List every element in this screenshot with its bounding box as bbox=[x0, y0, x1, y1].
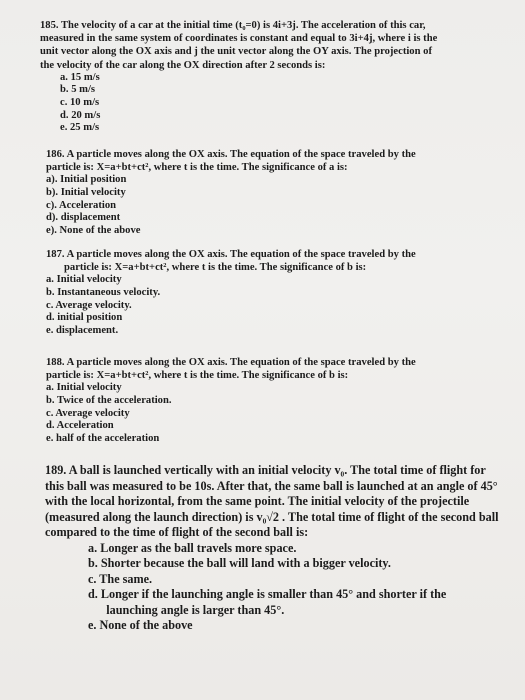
question-188-stem-line-2: particle is: X=a+bt+ct², where t is the time. The significance of b is: bbox=[46, 370, 349, 382]
question-185-option-b: b. 5 m/s bbox=[60, 84, 96, 96]
question-187-stem-line-1: 187. A particle moves along the OX axis. The equation of the space traveled by the bbox=[46, 249, 416, 260]
question-188-stem-line-1: 188. A particle moves along the OX axis. The equation of the space traveled by the bbox=[46, 357, 416, 368]
question-187-stem-line-2: particle is: X=a+bt+ct², where t is the time. The significance of b is: bbox=[64, 262, 367, 274]
question-189-option-d-continued: launching angle is larger than 45°. bbox=[88, 602, 285, 617]
question-189-stem-line-5: compared to the time of flight of the second ball is: bbox=[45, 525, 309, 540]
question-188-option-e: e. half of the acceleration bbox=[46, 432, 160, 444]
question-187-option-d: d. initial position bbox=[46, 312, 123, 324]
question-185-stem-line-4: the velocity of the car along the OX direction after 2 seconds is: bbox=[40, 59, 326, 71]
question-185 bbox=[0, 19, 525, 135]
question-185-stem-line-1: 185. The velocity of a car at the initial time (t₀=0) is 4i+3j. The acceleration of this car, bbox=[40, 20, 426, 31]
question-189-stem-line-1: 189. A ball is launched vertically with an initial velocity v₀. The total time of flight for bbox=[45, 463, 486, 477]
question-187-option-a: a. Initial velocity bbox=[46, 274, 122, 286]
question-187-option-b: b. Instantaneous velocity. bbox=[46, 287, 161, 298]
question-186-option-a: a). Initial position bbox=[46, 174, 127, 186]
question-186-stem-line-2: particle is: X=a+bt+ct², where t is the time. The significance of a is: bbox=[46, 162, 348, 174]
question-185-option-c: c. 10 m/s bbox=[60, 97, 100, 108]
question-188-option-c: c. Average velocity bbox=[46, 407, 130, 419]
question-186 bbox=[0, 148, 525, 237]
question-189-stem-line-2: this ball was measured to be 10s. After that, the same ball is launched at an angle of 45° bbox=[45, 478, 498, 493]
question-188 bbox=[0, 356, 525, 445]
question-186-option-d: d). displacement bbox=[46, 212, 121, 224]
question-185-stem-line-2: measured in the same system of coordinates is constant and equal to 3i+4j, where i is the bbox=[40, 33, 438, 45]
question-188-option-b: b. Twice of the acceleration. bbox=[46, 395, 172, 406]
question-186-option-b: b). Initial velocity bbox=[46, 187, 126, 198]
question-189-option-c: c. The same. bbox=[88, 571, 153, 586]
question-189-option-e: e. None of the above bbox=[88, 618, 193, 632]
question-189-option-a: a. Longer as the ball travels more space. bbox=[88, 540, 297, 555]
question-185-option-a: a. 15 m/s bbox=[60, 71, 100, 83]
question-186-option-c: c). Acceleration bbox=[46, 199, 117, 211]
question-189-stem-line-4: (measured along the launch direction) is v₀√2 . The total time of flight of the second ball bbox=[45, 509, 499, 524]
question-189-stem-line-3: with the local horizontal, from the same point. The initial velocity of the projectile bbox=[45, 494, 470, 509]
question-189 bbox=[0, 463, 525, 633]
question-185-option-d: d. 20 m/s bbox=[60, 109, 101, 121]
question-188-option-a: a. Initial velocity bbox=[46, 382, 122, 394]
question-187 bbox=[0, 248, 525, 337]
question-185-option-e: e. 25 m/s bbox=[60, 122, 100, 134]
question-186-option-e: e). None of the above bbox=[46, 224, 141, 236]
question-185-stem-line-3: unit vector along the OX axis and j the unit vector along the OY axis. The projection of bbox=[40, 46, 432, 58]
question-188-option-d: d. Acceleration bbox=[46, 420, 114, 432]
question-186-stem-line-1: 186. A particle moves along the OX axis. The equation of the space traveled by the bbox=[46, 149, 416, 160]
question-189-option-b: b. Shorter because the ball will land with a bigger velocity. bbox=[88, 556, 391, 571]
question-189-option-d: d. Longer if the launching angle is smaller than 45° and shorter if the bbox=[88, 587, 447, 602]
question-187-option-c: c. Average velocity. bbox=[46, 299, 132, 311]
question-187-option-e: e. displacement. bbox=[46, 324, 119, 336]
